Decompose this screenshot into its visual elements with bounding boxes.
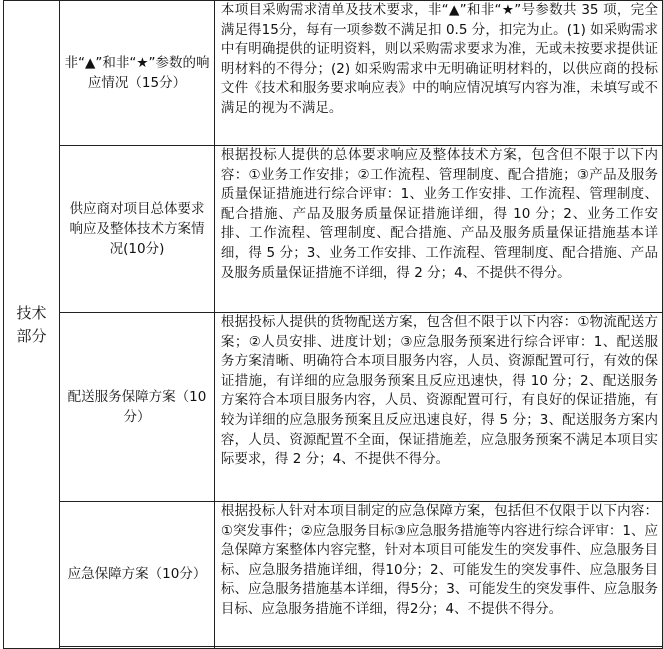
criterion-description: 根据投标人提供的货物配送方案，包含但不限于以下内容：①物流配送方案；②人员安排、进度计划；③应急服务预案进行综合评审：1、配送服务方案清晰、明确符合本项目服务内容，人员、资源配置可行，有效的保证措施，有详细的应急服务预案且反应迅速快，得 10 分；2、配送服务方案符合本项目服务内容，人员、资源配置可行，有良好的保证措施，有较为详细的应急服务预案且反应迅速良好，得 5 分；3、配送服务方案内容，人员、资源配置不全面，保证措施差，应急服务预案不满足本项目实际要求，得 2 分；4、不提供不得分。 [214, 313, 662, 502]
criterion-name: 供应商对项目总体要求响应及整体技术方案情况(10分) [60, 146, 215, 313]
table-row [4, 502, 663, 647]
criterion-description: 根据投标人提供的总体要求响应及整体技术方案，包含但不限于以下内容：①业务工作安排；②工作流程、管理制度、配合措施；③产品及服务质量保证措施进行综合评审：1、业务工作安排、工作流程、管理制度、配合措施、产品及服务质量保证措施详细，得 10 分；2、业务工作安排、工作流程、管理制度、配合措施、产品及服务质量保证措施基本详细，得 5 分；3、业务工作安排、工作流程、管理制度、配合措施、产品及服务质量保证措施不详细，得 2 分；4、不提供不得分。 [214, 146, 662, 313]
criterion-description: 本项目采购需求清单及技术要求，非“▲”和非“★”号参数共 35 项，完全满足得15分，每有一项参数不满足扣 0.5 分，扣完为止。(1) 如采购需求中有明确提供的证明资料，则以采购需求要求为准，无或未按要求提供证明材料的不得分；(2) 如采购需求中无明确证明材料的，以供应商的投标文件《技术和服务要求响应表》中的响应情况填写内容为准，未填写或不满足的视为不满足。 [214, 1, 662, 146]
table-row [4, 1, 663, 146]
criterion-name: 应急保障方案（10分） [60, 502, 215, 647]
continuation-cell [214, 647, 662, 649]
table-row-continuation [4, 647, 663, 649]
scoring-table [3, 0, 663, 649]
continuation-cell [60, 647, 215, 649]
criterion-description: 根据投标人针对本项目制定的应急保障方案，包括但不仅限于以下内容：①突发事件；②应急服务目标③应急服务措施等内容进行综合评审：1、应急保障方案整体内容完整，针对本项目可能发生的突发事件、应急服务目标、应急服务措施详细，得10分；2、可能发生的突发事件、应急服务目标、应急服务措施基本详细，得5分；3、可能发生的突发事件、应急服务目标、应急服务措施不详细，得2分；4、不提供不得分。 [214, 502, 662, 647]
criterion-name: 非“▲”和非“★”参数的响应情况（15分） [60, 1, 215, 146]
criterion-name: 配送服务保障方案（10分） [60, 313, 215, 502]
section-label-line1: 技术 [16, 303, 47, 322]
section-label-line2: 部分 [16, 326, 47, 345]
section-cell [4, 1, 60, 649]
table-row [4, 313, 663, 502]
table-row [4, 146, 663, 313]
